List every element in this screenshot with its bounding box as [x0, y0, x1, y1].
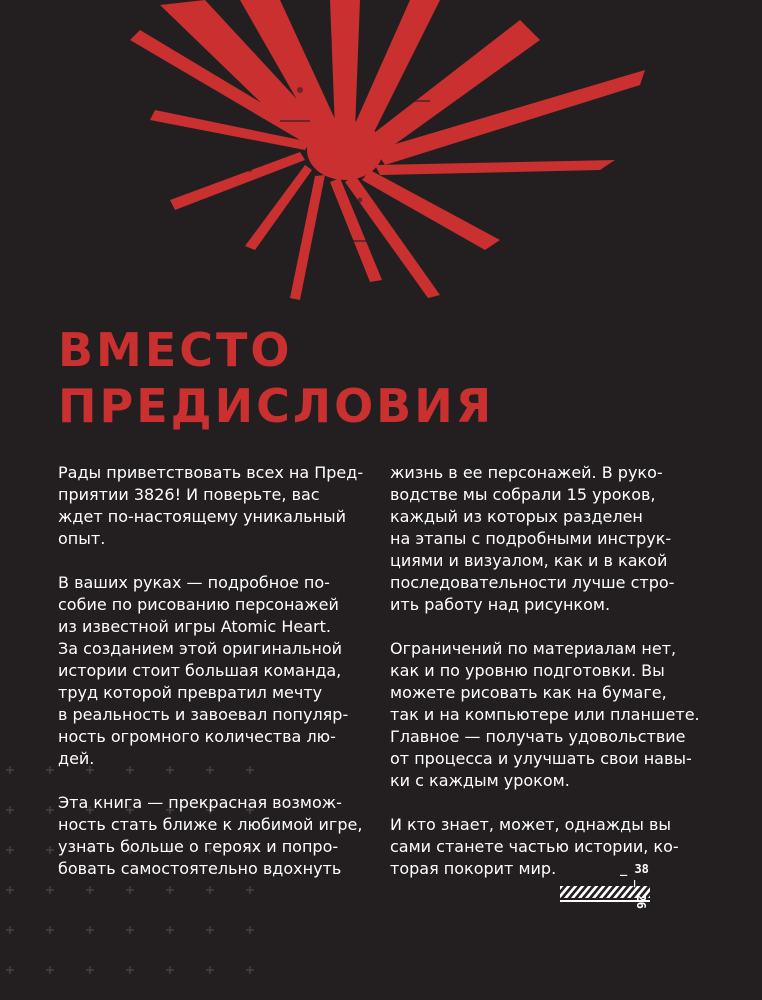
text-line: каждый из которых разделен: [390, 507, 643, 526]
paragraph: [58, 572, 368, 770]
text-line: последовательности лучше стро-: [390, 573, 675, 592]
paragraph: [390, 814, 700, 880]
text-line: Эта книга — прекрасная возмож-: [58, 793, 342, 812]
right-column: [390, 462, 700, 902]
text-line: ность огромного количества лю-: [58, 727, 336, 746]
text-line: ность стать ближе к любимой игре,: [58, 815, 363, 834]
paragraph: [390, 462, 700, 616]
text-line: циями и визуалом, как и в какой: [390, 551, 668, 570]
hazard-stripes-icon: [560, 886, 650, 904]
left-column: [58, 462, 368, 902]
text-line: на этапы с подробными инструк-: [390, 529, 672, 548]
text-line: из известной игры Atomic Heart.: [58, 617, 331, 636]
title-line: ВМЕСТО: [58, 323, 293, 377]
text-line: труд которой превратил мечту: [58, 683, 323, 702]
text-line: Главное — получать удовольствие: [390, 727, 686, 746]
red-brush-burst-icon: [0, 0, 762, 310]
text-line: ки с каждым уроком.: [390, 771, 570, 790]
text-line: сами станете частью истории, ко-: [390, 837, 679, 856]
text-line: бовать самостоятельно вдохнуть: [58, 859, 342, 878]
paragraph: [58, 462, 368, 550]
text-line: опыт.: [58, 529, 106, 548]
text-line: В ваших руках — подробное по-: [58, 573, 330, 592]
text-line: как и по уровню подготовки. Вы: [390, 661, 665, 680]
text-line: приятии 3826! И поверьте, вас: [58, 485, 320, 504]
page-number-left: _ 38: [620, 862, 649, 876]
text-line: от процесса и улучшать свои навы-: [390, 749, 692, 768]
text-line: ить работу над рисунком.: [390, 595, 611, 614]
text-line: жизнь в ее персонажей. В руко-: [390, 463, 663, 482]
title-line: ПРЕДИСЛОВИЯ: [58, 379, 495, 433]
text-line: дей.: [58, 749, 95, 768]
text-line: в реальность и завоевал популяр-: [58, 705, 349, 724]
paragraph: [58, 792, 368, 880]
paragraph: [390, 638, 700, 792]
text-line: Рады приветствовать всех на Пред-: [58, 463, 364, 482]
text-line: так и на компьютере или планшете.: [390, 705, 700, 724]
text-line: собие по рисованию персонажей: [58, 595, 339, 614]
text-line: За созданием этой оригинальной: [58, 639, 343, 658]
page-title: [58, 322, 494, 434]
text-line: И кто знает, может, однажды вы: [390, 815, 672, 834]
text-line: можете рисовать как на бумаге,: [390, 683, 667, 702]
text-line: ждет по-настоящему уникальный: [58, 507, 347, 526]
text-line: истории стоит большая команда,: [58, 661, 342, 680]
text-line: Ограничений по материалам нет,: [390, 639, 677, 658]
text-line: узнать больше о героях и попро-: [58, 837, 339, 856]
text-line: торая покорит мир.: [390, 859, 557, 878]
text-line: водстве мы собрали 15 уроков,: [390, 485, 656, 504]
